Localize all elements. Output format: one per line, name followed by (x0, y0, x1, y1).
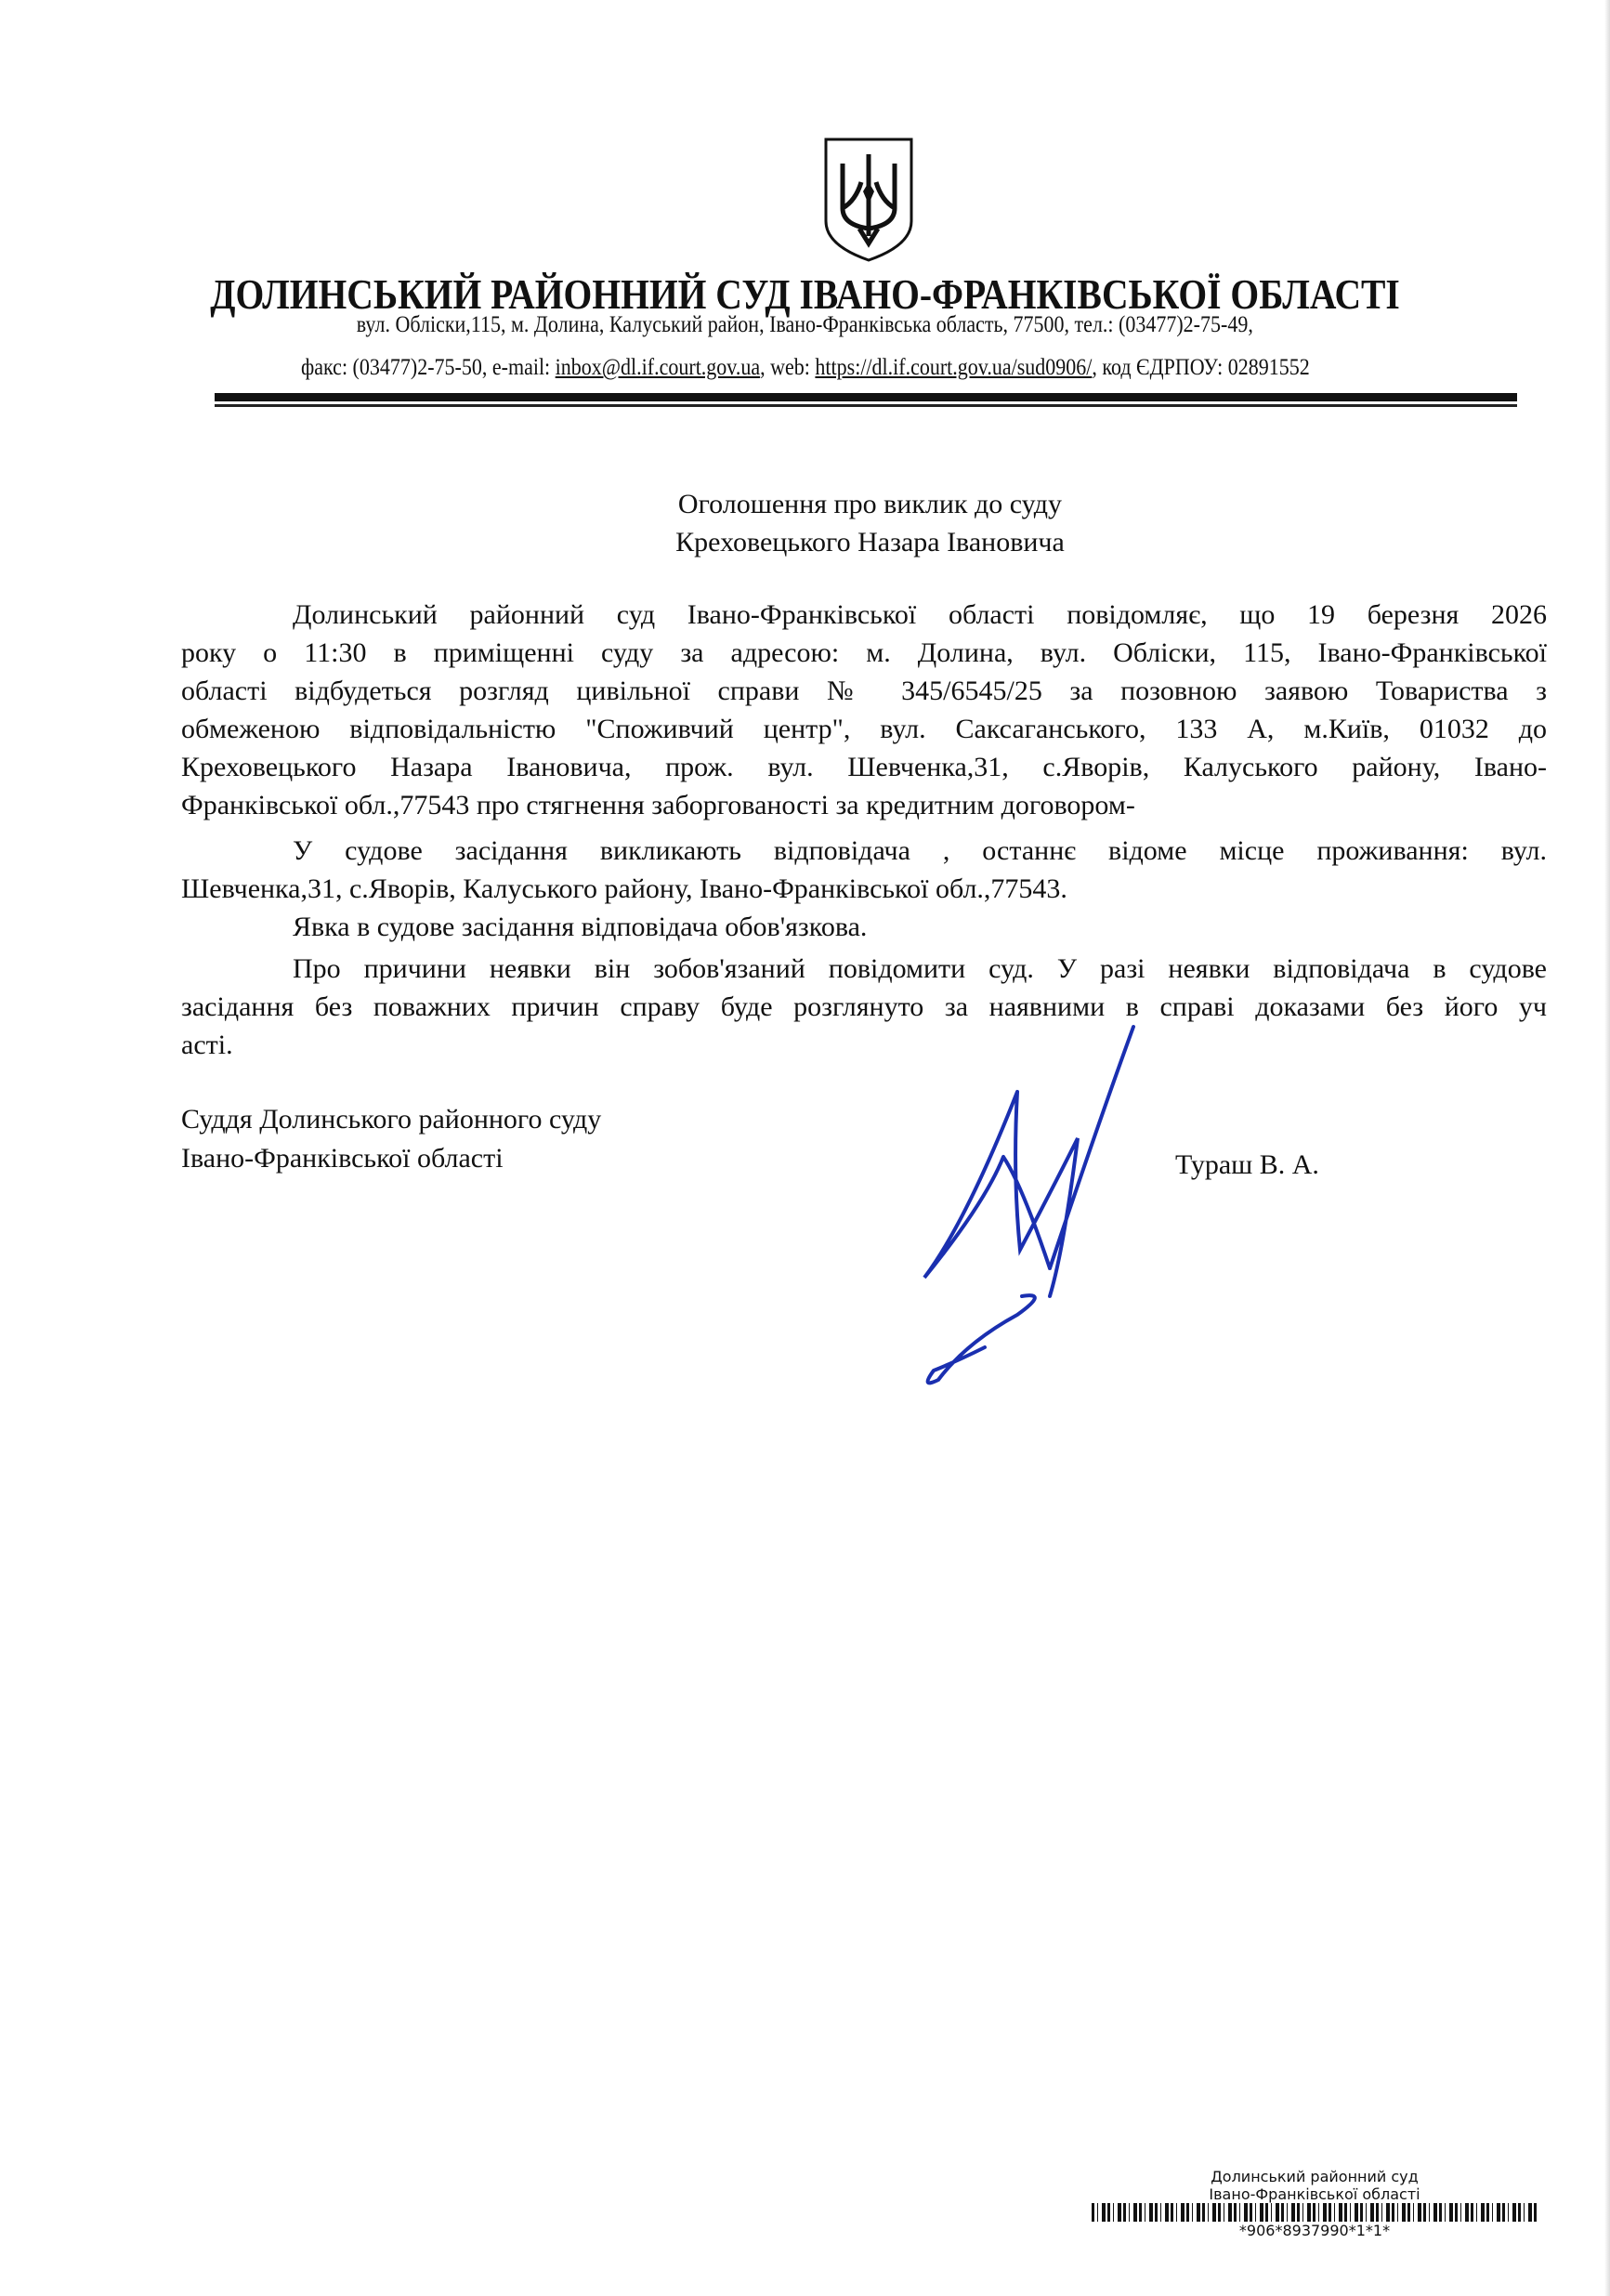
judge-position-line1: Суддя Долинського районного суду (181, 1104, 602, 1135)
paragraph-line: року о 11:30 в приміщенні суду за адресою: м. Долина, вул. Обліски, 115, Івано-Франківської (181, 637, 1547, 668)
letterhead-divider-thin (215, 404, 1517, 407)
court-address: вул. Обліски,115, м. Долина, Калуський район, Івано-Франківська область, 77500, тел.: (03477)2-75-49, (356, 312, 1254, 337)
coat-of-arms-trident-icon (822, 136, 915, 264)
email-link[interactable]: inbox@dl.if.court.gov.ua (555, 355, 760, 380)
paragraph-line: У судове засідання викликають відповідача , останнє відоме місце проживання: вул. (293, 835, 1547, 866)
court-name-title: ДОЛИНСЬКИЙ РАЙОННИЙ СУД ІВАНО-ФРАНКІВСЬКОЇ ОБЛАСТІ (210, 270, 1400, 318)
barcode-number: *906*8937990*1*1* (1238, 2222, 1391, 2239)
scan-edge (1604, 0, 1610, 2296)
judge-position-line2: Івано-Франківської області (181, 1143, 504, 1174)
website-link[interactable]: https://dl.if.court.gov.ua/sud0906/ (815, 355, 1093, 380)
paragraph-line: засідання без поважних причин справу буде розглянуто за наявними в справі доказами без його уч (181, 991, 1547, 1022)
paragraph-line: обмеженою відповідальністю "Споживчий центр", вул. Саксаганського, 133 А, м.Київ, 01032 до (181, 714, 1547, 744)
paragraph-line: Долинський районний суд Івано-Франківської області повідомляє, що 19 березня 2026 (293, 599, 1547, 630)
paragraph-line: Шевченка,31, с.Яворів, Калуського району, Івано-Франківської обл.,77543. (181, 873, 1067, 904)
stamp-court-name: Долинський районний суд (1211, 2168, 1419, 2185)
letterhead-divider (215, 393, 1517, 401)
notice-title: Оголошення про виклик до суду (677, 489, 1063, 519)
judge-name: Тураш В. А. (1175, 1149, 1319, 1180)
paragraph-line: Про причини неявки він зобов'язаний повідомити суд. У разі неявки відповідача в судове (293, 953, 1547, 984)
notice-addressee: Креховецького Назара Івановича (675, 527, 1065, 558)
barcode (1092, 2203, 1538, 2222)
paragraph-line: області відбудеться розгляд цивільної справи № 345/6545/25 за позовною заявою Товариства з (181, 676, 1547, 706)
paragraph-line: Франківської обл.,77543 про стягнення заборгованості за кредитним договором- (181, 790, 1135, 820)
stamp-region: Івано-Франківської області (1209, 2185, 1420, 2203)
paragraph-line: Явка в судове засідання відповідача обов'язкова. (293, 912, 868, 942)
paragraph-line: Креховецького Назара Івановича, прож. вул. Шевченка,31, с.Яворів, Калуського району, Івано- (181, 752, 1547, 782)
court-contacts: факс: (03477)2-75-50, e-mail: inbox@dl.if.court.gov.ua, web: https://dl.if.court.gov.ua/sud0906/, код ЄДРПОУ: 02891552 (300, 355, 1310, 380)
handwritten-signature (910, 1017, 1152, 1398)
paragraph-line: асті. (181, 1030, 233, 1060)
registration-stamp (1087, 2168, 1542, 2239)
